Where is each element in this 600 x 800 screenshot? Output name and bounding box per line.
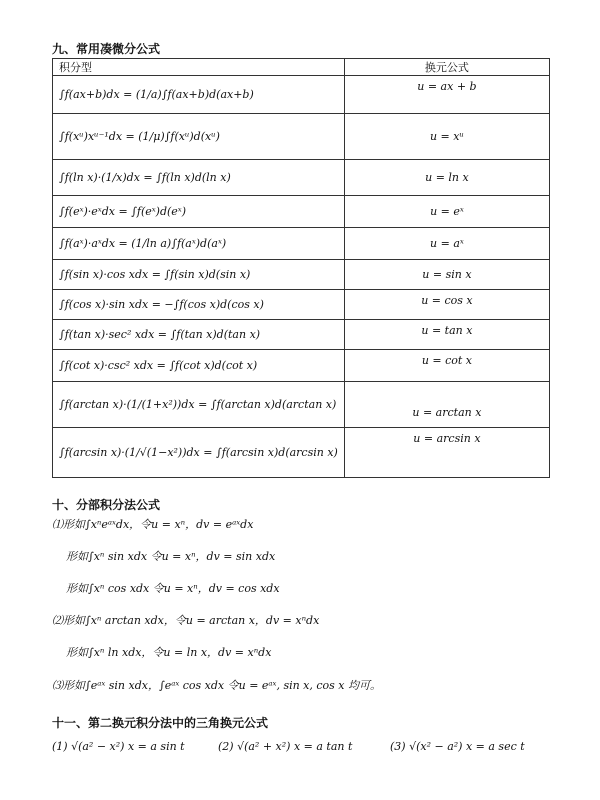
substitution-cell: u = aˣ [344,228,549,260]
trig-substitution-item: (1) √(a² − x²) x = a sin t [52,740,185,753]
parts-formula-line: 形如∫xⁿ cos xdx 令u = xⁿ，dv = cos xdx [66,582,280,595]
table-row [53,196,550,228]
table-row [53,382,550,428]
table-row [53,428,550,478]
table-row [53,260,550,290]
substitution-cell: u = cos x [344,290,549,320]
section-10-title: 十、分部积分法公式 [52,498,161,512]
formula-cell: ∫f(aˣ)·aˣdx = (1/ln a)∫f(aˣ)d(aˣ) [53,228,345,260]
table-row [53,228,550,260]
formula-cell: ∫f(arctan x)·(1/(1+x²))dx = ∫f(arctan x)d(arctan x) [53,382,345,428]
col-header-substitution: 换元公式 [344,59,549,76]
formula-cell: ∫f(cot x)·csc² xdx = ∫f(cot x)d(cot x) [53,350,345,382]
formula-cell: ∫f(arcsin x)·(1/√(1−x²))dx = ∫f(arcsin x)d(arcsin x) [53,428,345,478]
formula-cell: ∫f(ln x)·(1/x)dx = ∫f(ln x)d(ln x) [53,160,345,196]
parts-formula-line: 形如∫xⁿ sin xdx 令u = xⁿ，dv = sin xdx [66,550,276,563]
substitution-cell: u = arctan x [344,382,549,428]
formula-cell: ∫f(sin x)·cos xdx = ∫f(sin x)d(sin x) [53,260,345,290]
formula-cell: ∫f(xᵘ)xᵘ⁻¹dx = (1/μ)∫f(xᵘ)d(xᵘ) [53,114,345,160]
substitution-cell: u = cot x [344,350,549,382]
trig-substitution-item: (3) √(x² − a²) x = a sec t [390,740,525,753]
table-row [53,76,550,114]
section-11-title: 十一、第二换元积分法中的三角换元公式 [52,716,269,730]
substitution-cell: u = ax + b [344,76,549,114]
formula-cell: ∫f(eˣ)·eˣdx = ∫f(eˣ)d(eˣ) [53,196,345,228]
substitution-cell: u = ln x [344,160,549,196]
table-row [53,114,550,160]
table-row [53,320,550,350]
parts-formula-line: ⑴形如∫xⁿeᵃˣdx，令u = xⁿ，dv = eᵃˣdx [52,518,254,531]
substitution-cell: u = arcsin x [344,428,549,478]
formula-cell: ∫f(tan x)·sec² xdx = ∫f(tan x)d(tan x) [53,320,345,350]
substitution-cell: u = sin x [344,260,549,290]
table-header-row [53,59,550,76]
col-header-formula: 积分型 [53,59,345,76]
substitution-cell: u = tan x [344,320,549,350]
table-row [53,290,550,320]
substitution-cell: u = xᵘ [344,114,549,160]
formula-cell: ∫f(ax+b)dx = (1/a)∫f(ax+b)d(ax+b) [53,76,345,114]
section-9-title: 九、常用凑微分公式 [52,42,161,56]
substitution-table [52,58,550,478]
substitution-cell: u = eˣ [344,196,549,228]
trig-substitution-item: (2) √(a² + x²) x = a tan t [218,740,353,753]
parts-formula-line: ⑶形如∫eᵃˣ sin xdx，∫eᵃˣ cos xdx 令u = eᵃˣ, sin x, cos x 均可。 [52,679,382,692]
parts-formula-line: 形如∫xⁿ ln xdx，令u = ln x，dv = xⁿdx [66,646,272,659]
table-row [53,160,550,196]
formula-cell: ∫f(cos x)·sin xdx = −∫f(cos x)d(cos x) [53,290,345,320]
table-row [53,350,550,382]
parts-formula-line: ⑵形如∫xⁿ arctan xdx，令u = arctan x，dv = xⁿdx [52,614,320,627]
